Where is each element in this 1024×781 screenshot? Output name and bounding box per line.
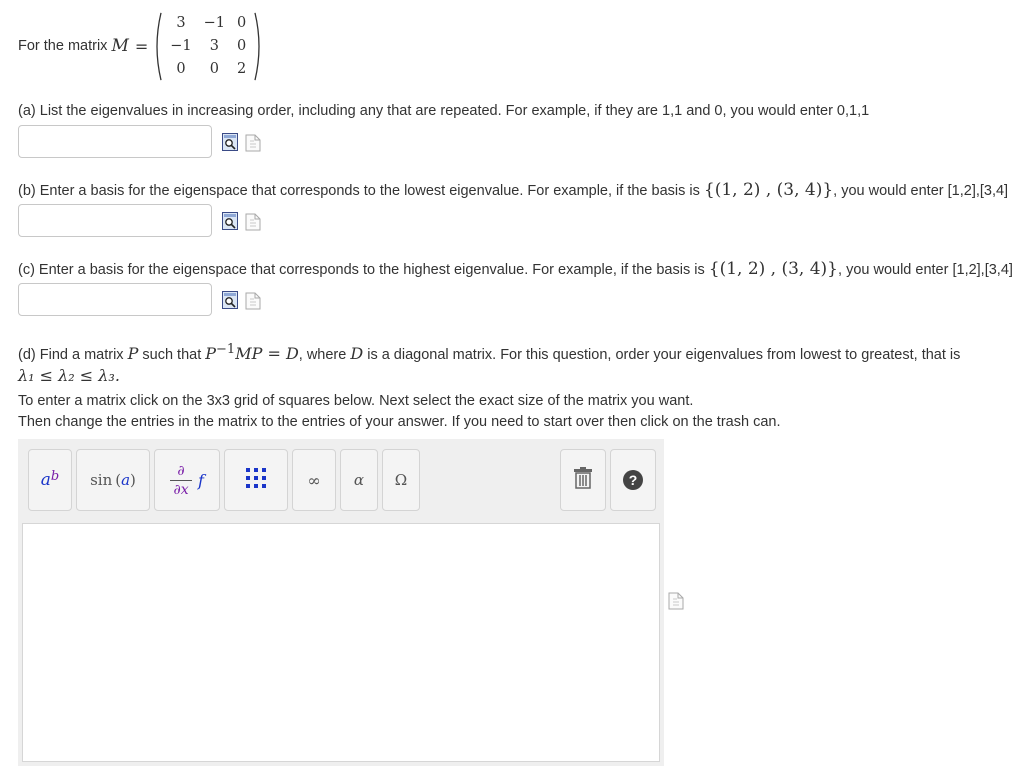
matrix-cell: 0 [176,61,186,77]
matrix-grid-icon [245,467,267,493]
equals-sign: = [134,36,149,56]
eigenvalue-order: λ₁ ≤ λ₂ ≤ λ₃. [18,366,120,385]
question-a-text: (a) List the eigenvalues in increasing order, including any that are repeated. For example, if they are 1,1 and 0, you would enter 0,1,1 [18,103,870,119]
matrix-cell: 2 [237,61,247,77]
infinity-button[interactable] [292,449,336,511]
instruction-line-1: To enter a matrix click on the 3x3 grid of squares below. Next select the exact size of the matrix you want. [18,393,694,409]
magnifier-preview-icon[interactable] [222,212,238,230]
sin-label: sin [90,471,113,489]
equals-sign: = [262,343,286,363]
matrix-cell: 0 [209,61,219,77]
help-icon: ? [623,470,643,490]
magnifier-preview-icon[interactable] [222,291,238,309]
matrix-name: M [111,36,129,56]
greek-button[interactable] [340,449,378,511]
help-button[interactable] [610,449,656,511]
deriv-denominator: ∂x [173,481,189,498]
trash-icon [574,467,592,493]
var-P: P [127,343,139,363]
var-D: D [285,343,299,363]
sin-arg: a [121,471,131,489]
matrix-answer-area[interactable] [22,523,660,762]
matrix-cell: −1 [170,38,192,54]
power-exp: b [50,468,60,484]
magnifier-preview-icon[interactable] [222,133,238,151]
right-paren-icon [254,12,264,81]
infinity-symbol: ∞ [307,470,321,490]
question-d-post: is a diagonal matrix. For this question, order your eigenvalues from lowest to greatest, that is [363,346,961,363]
question-b-pre: (b) Enter a basis for the eigenspace that corresponds to the lowest eigenvalue. For example, if the basis is [18,183,704,199]
derivative-button[interactable] [154,449,220,511]
var-D: D [350,343,364,363]
intro-text: For the matrix [18,38,108,54]
var-MP: MP [235,343,263,363]
matrix-cell: 0 [237,38,247,54]
left-paren-icon [152,12,162,81]
example-basis-set: {(1, 2) , (3, 4)} [703,180,834,200]
matrix-cell: −1 [203,15,226,31]
answer-b-input[interactable] [18,204,212,237]
matrix-button[interactable] [224,449,288,511]
omega-symbol: Ω [394,471,408,489]
matrix-M [152,12,264,81]
var-P: P [205,343,217,363]
question-d-text [18,342,960,363]
question-d-pre: (d) Find a matrix [18,346,128,363]
paper-icon[interactable] [668,592,684,610]
answer-a-input[interactable] [18,125,212,158]
question-c-post: , you would enter [1,2],[3,4] [838,262,1013,278]
question-b-text [18,180,1008,200]
matrix-cell: 3 [176,15,186,31]
paper-icon[interactable] [245,134,261,152]
matrix-statement [18,8,264,84]
derivative-fraction [170,463,192,498]
question-b-post: , you would enter [1,2],[3,4] [833,183,1009,199]
paper-icon[interactable] [245,292,261,310]
answer-c-input[interactable] [18,283,212,316]
question-d-mid2: , where [298,346,351,363]
question-d-mid: such that [138,346,206,363]
inverse-exponent: −1 [216,342,236,357]
trash-button[interactable] [560,449,606,511]
instruction-line-2: Then change the entries in the matrix to the entries of your answer. If you need to start over then click on the trash can. [18,414,781,430]
matrix-cell: 0 [237,15,247,31]
math-editor [18,439,664,766]
question-c-pre: (c) Enter a basis for the eigenspace that corresponds to the highest eigenvalue. For example, if the basis is [18,262,709,278]
paper-icon[interactable] [245,213,261,231]
deriv-numerator: ∂ [177,462,185,479]
deriv-function: f [198,470,204,490]
question-c-text [18,259,1013,279]
alpha-symbol: α [353,471,365,489]
symbols-button[interactable] [382,449,420,511]
power-base: a [40,470,51,490]
power-button[interactable] [28,449,72,511]
function-button[interactable]: sin ( a ) [76,449,150,511]
example-basis-set: {(1, 2) , (3, 4)} [708,259,839,279]
matrix-cell: 3 [209,38,219,54]
